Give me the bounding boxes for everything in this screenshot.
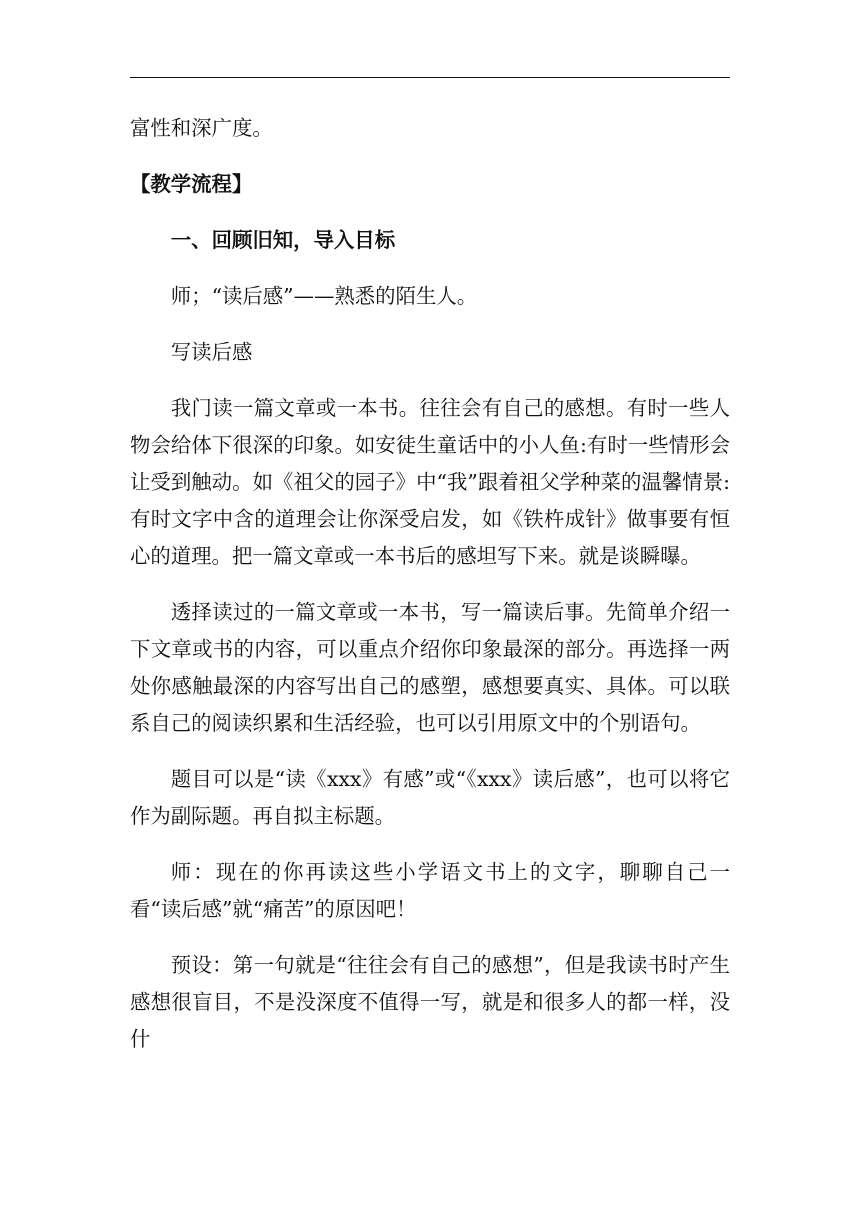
expected-answer: 预设：第一句就是“往往会有自己的感想”，但是我读书时产生感想很盲目，不是没深度不值得一写，就是和很多人的都一样，没什 xyxy=(130,953,730,1051)
teacher-question: 师：现在的你再读这些小学语文书上的文字，聊聊自己一看“读后感”就“痛苦”的原因吧！ xyxy=(130,860,730,921)
document-body xyxy=(130,110,730,1058)
section-heading: 【教学流程】 xyxy=(130,172,253,196)
body-paragraph: 透择读过的一篇文章或一本书，写一篇读后事。先简单介绍一下文章或书的内容，可以重点介绍你印象最深的部分。再选择一两处你感触最深的内容写出自己的感塑，感想要真实、具体。可以联系自己的阅读织累和生活经验，也可以引用原文中的个别语句。 xyxy=(130,600,730,735)
teacher-line: 师；“读后感”——熟悉的陌生人。 xyxy=(170,284,478,308)
continued-paragraph: 富性和深广度。 xyxy=(130,116,273,140)
subsection-heading: 一、回顾旧知，导入目标 xyxy=(170,228,396,252)
header-rule xyxy=(130,77,730,78)
paragraph-title: 写读后感 xyxy=(170,340,253,364)
body-paragraph: 我门读一篇文章或一本书。往往会有自己的感想。有时一些人物会给体下很深的印象。如安徒生童话中的小人鱼:有时一些情形会让受到触动。如《祖父的园子》中“我”跟着祖父学种菜的温馨情景:有时文字中含的道理会让你深受启发，如《铁杵成针》做事要有恒心的道理。把一篇文章或一本书后的感坦写下来。就是谈瞬曝。 xyxy=(130,396,730,568)
body-paragraph: 题目可以是“读《xxx》有感”或“《xxx》读后感”，也可以将它作为副际题。再自拟主标题。 xyxy=(130,767,730,828)
